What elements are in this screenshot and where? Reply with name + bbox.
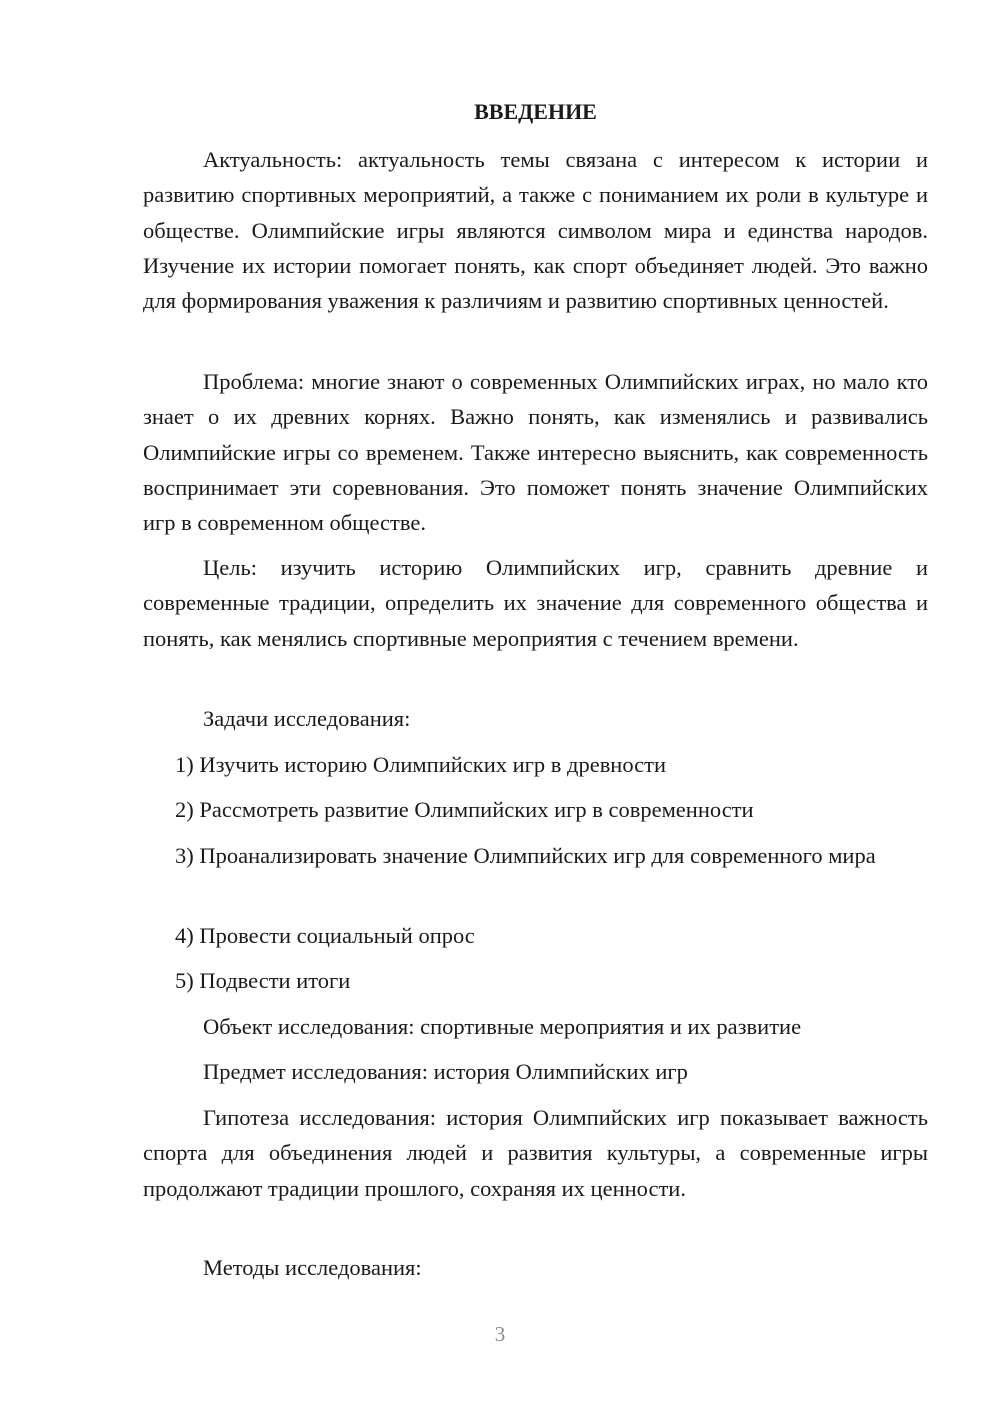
hypothesis-paragraph: Гипотеза исследования: история Олимпийских игр показывает важность спорта для объединения людей и развития культуры, а современные игры продолжают традиции прошлого, сохраняя их ценности.: [143, 1105, 928, 1201]
task-item-4: 4) Провести социальный опрос: [175, 923, 475, 948]
problem-paragraph: Проблема: многие знают о современных Олимпийских играх, но мало кто знает о их древних корнях. Важно понять, как изменялись и развивались Олимпийские игры со временем. Также интересно выяснить, как современность воспринимает эти соревнования. Это поможет понять значение Олимпийских игр в современном обществе.: [143, 369, 928, 536]
research-object: Объект исследования: спортивные мероприятия и их развитие: [203, 1014, 802, 1039]
task-item-5: 5) Подвести итоги: [175, 968, 351, 993]
relevance-paragraph: Актуальность: актуальность темы связана с интересом к истории и развитию спортивных мероприятий, а также с пониманием их роли в культуре и обществе. Олимпийские игры являются символом мира и единства народов. Изучение их истории помогает понять, как спорт объединяет людей. Это важно для формирования уважения к различиям и развитию спортивных ценностей.: [143, 147, 928, 314]
goal-paragraph: Цель: изучить историю Олимпийских игр, сравнить древние и современные традиции, определить их значение для современного общества и понять, как менялись спортивные мероприятия с течением времени.: [143, 555, 928, 651]
page-number: 3: [494, 1322, 506, 1346]
section-title: ВВЕДЕНИЕ: [474, 99, 597, 124]
task-item-2: 2) Рассмотреть развитие Олимпийских игр в современности: [175, 797, 754, 822]
task-item-3: 3) Проанализировать значение Олимпийских игр для современного мира: [175, 843, 876, 868]
methods-heading: Методы исследования:: [203, 1255, 422, 1280]
research-subject: Предмет исследования: история Олимпийских игр: [203, 1059, 688, 1084]
task-item-1: 1) Изучить историю Олимпийских игр в древности: [175, 752, 667, 777]
tasks-heading: Задачи исследования:: [203, 706, 411, 731]
